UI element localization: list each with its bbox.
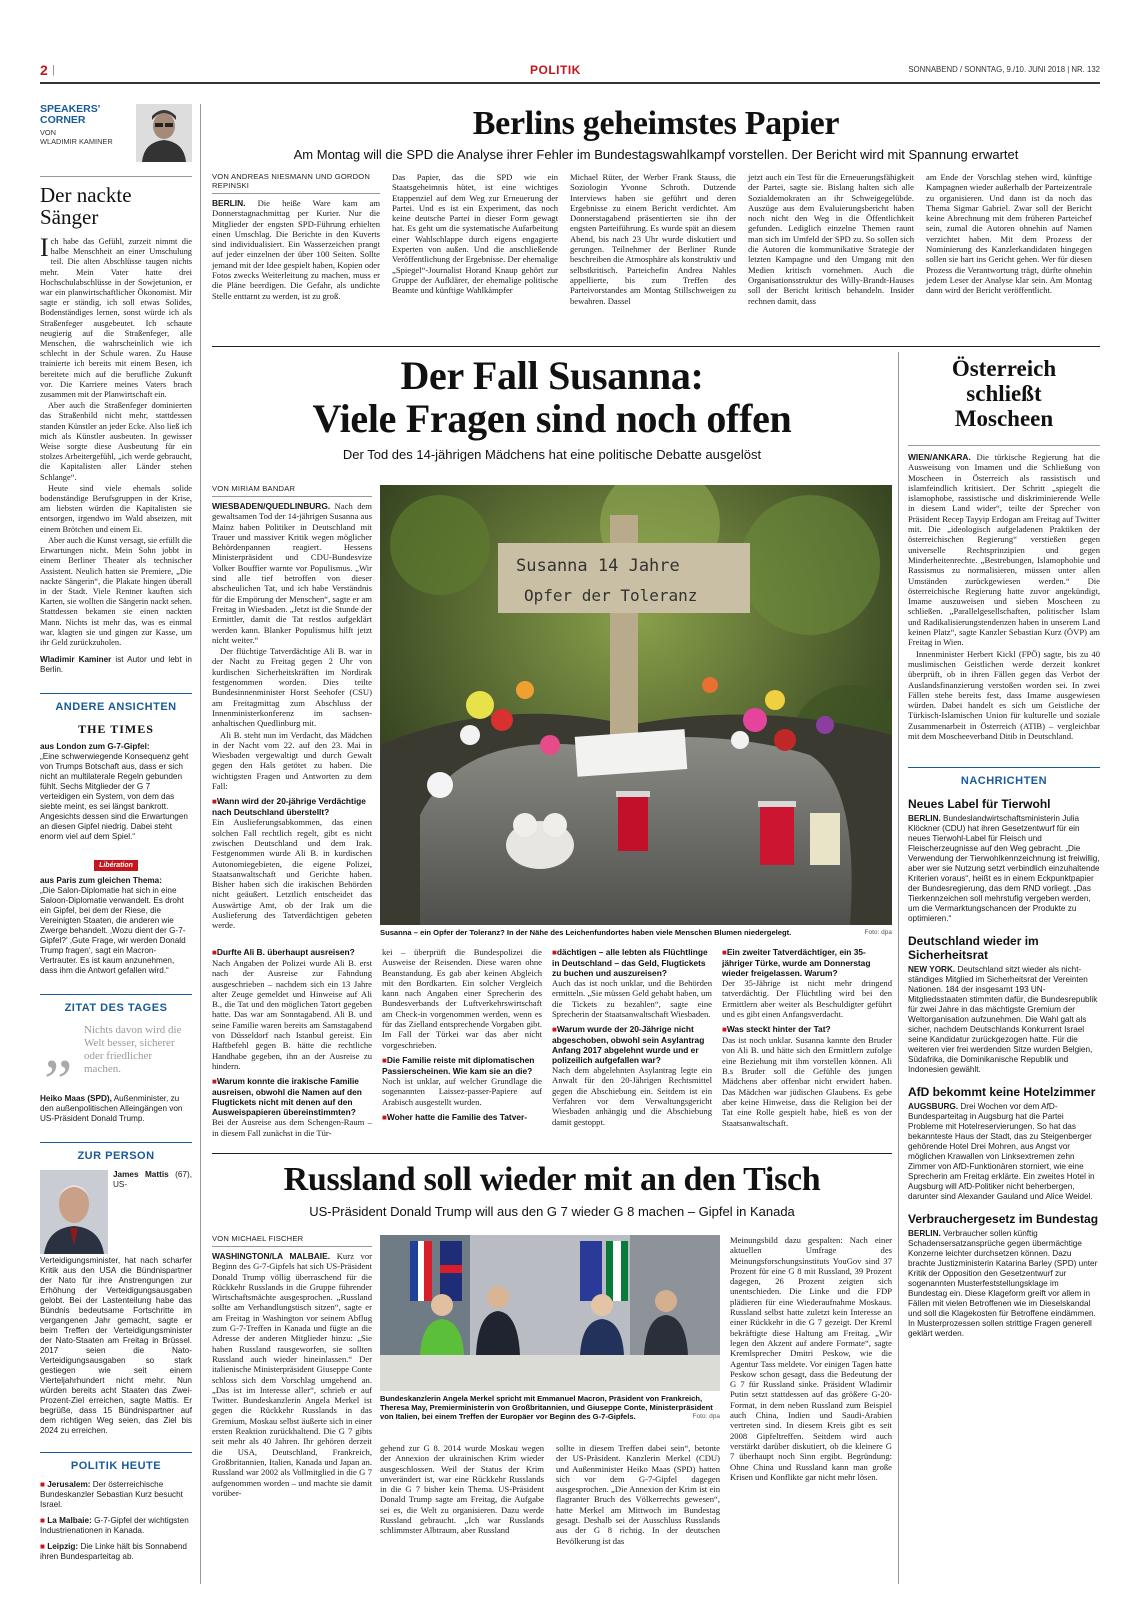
andere-ansichten: ANDERE ANSICHTEN THE TIMES aus London zum G-7-Gipfel: „Eine schwerwiegende Konsequenz geht von Trumps Botschaft aus, dass er sich nicht an multilaterale Regeln gebunden fühlt. Sechs Mitglieder der G 7 verteidigen ein System, von dem das siebte meint, es sei längst bankrott. Angesichts dessen sind die Erwartungen an diesen Gipfel niedrig. Dabei steht enorm viel auf dem Spiel.“ Libération aus Paris zum gleichen Thema: „Die Salon-Diplomatie hat sich in eine Saloon-Diplomatie verwandelt. Es droht ein Gipfel, bei dem der Riese, die Vereinigten Staaten, die anderen wie Zwerge behandelt. ‚Wozu dient der G-7-Gipfel?‘ ‚Gute Frage, wir werden Donald Trump fragen‘, sagt ein Macron-Vertrauter. Es ist kaum anzunehmen, dass ihm die Antwort gefallen wird.“ [40,693,192,976]
photo-caption: Bundeskanzlerin Angela Merkel spricht mit Emmanuel Macron, Präsident von Frankreich, Theresa May, Premierministerin von Großbritannien, und Giuseppe Conte, Ministerpräsident von Italien, bei einem Treffen der Europäer vor Beginn des G-7-Gipfels. Foto: dpa [380,1394,720,1422]
politik-heute-list [40,1480,192,1562]
bio-name: Wladimir Kaminer [40,655,112,665]
speakers-corner-kicker: SPEAKERS' CORNER [40,103,101,126]
text-col-2: Das Papier, das die SPD wie ein Staatsgeheimnis hütet, ist eine wichtiges Etappenziel auf dem Weg zur Erneuerung der Partei. Und es ist ein Experiment, das noch keine deutsche Partei in dieser Form gewagt hat. Es geht um die systematische Aufarbeitung einer Wahlschlappe durch eigens engagierte Experten von außen. Und die anschließende Veröffentlichung der Ergebnisse. Der ehemalige „Spiegel“-Journalist Horand Knaup gehört zur Gruppe der Aufklärer, der ehemalige politische Beamte und künftige Wahlkämpfer [392,172,558,296]
question-heading: ■ Durfte Ali B. überhaupt ausreisen? [212,947,372,958]
question-heading: ■ Die Familie reiste mit diplomatischen Passierscheinen. Wie kam sie an die? [382,1055,542,1076]
dateline: WIESBADEN/QUEDLINBURG. [212,501,331,511]
text-col-2: gehend zur G 8. 2014 wurde Moskau wegen der Annexion der ukrainischen Krim wieder ausgeschlossen. Weil der Status der Krim unverändert ist, war eine Rückkehr Russlands in die G 7 bisher kein Thema. US-Präsident Donald Trump sagte am Freitag, die Aufgabe sei es, die Welt zu organisieren. Dazu werde Russland gebraucht. „Ich war Russlands schlimmster Albtraum, aber Russland [380,1443,544,1536]
question-heading: ■ Ein zweiter Tatverdächtiger, ein 35-jähriger Türke, wurde am Donnerstag wieder freigelassen. Warum? [722,947,892,978]
headline: Russland soll wieder mit an den Tisch [283,1161,821,1198]
times-logo: THE TIMES [78,722,154,737]
zitat-des-tages: ZITAT DES TAGES „ Nichts davon wird die Welt besser, sicherer oder friedlicher machen. Heiko Maas (SPD), Außenminister, zu den außenpolitischen Alleingängen von US-Präsident Donald Trump. [40,994,192,1124]
text-col-3: Michael Rüter, der Werber Frank Stauss, die Soziologin Yvonne Schroth. Dutzende Interviews haben sie geführt und deren Ergebnisse zu einem Bericht verdichtet. Am Donnerstagabend präsentierten sie ihn der engsten Parteiführung. Es wurde spät an diesem Abend, bis nach 23 Uhr wurde diskutiert und gerungen. Teilnehmer der Berliner Runde beschreiben die Atmosphäre als konstruktiv und selbstkritisch. Parteichefin Andrea Nahles appellierte, bis zum Treffen des Parteivorstandes am Montag Stillschweigen zu bewahren. Dassel [570,172,736,306]
header-rule [40,82,1100,84]
mattis-portrait [40,1170,108,1254]
text-col-5: ■ Ein zweiter Tatverdächtiger, ein 35-jähriger Türke, wurde am Donnerstag wieder freigelassen. Warum? Der 35-Jährige ist nicht mehr dringend tatverdächtig. Der Flüchtling wird bei den Ermittlern aber weiter als Beschuldigter geführt und es gibt einen Anfangsverdacht. ■ Was steckt hinter der Tat? Das ist noch unklar. Susanna kannte den Bruder von Ali B. und hätte sich den Ermittlern zufolge eine Beziehung mit ihm vorstellen können. Ali B.s Bruder soll die Gefühle des jungen Mädchens aber offenbar nicht erwidert haben. Das Mädchen war jüdischen Glaubens. Es gebe aber keine Hinweise, dass die Religion bei der Tat eine Rolle gespielt habe, hieß es von der Staatsanwaltschaft. [722,947,892,1128]
article-russland [212,1160,892,1584]
article-separator [212,346,1100,347]
dateline: WASHINGTON/LA MALBAIE. [212,1251,331,1261]
news-item: Verbrauchergesetz im Bundestag BERLIN. Verbraucher sollen künftig Schadensersatzansprüche gegen übermächtige Konzerne leichter durchsetzen können. Dazu brachte Justizministerin Katarina Barley (SPD) unter Kritik der Opposition den Gesetzentwurf zur sogenannten Musterfeststellungsklage im Bundestag ein. Diese Klageform greift vor allem in Fällen mit vielen Betroffenen wie im Dieselskandal und soll die Klagekosten für Betroffene eindämmen. In Musterprozessen sollen strittige Fragen generell geklärt werden. [908,1212,1099,1339]
headline: Berlins geheimstes Papier [472,105,840,142]
person-name: James Mattis [113,1170,169,1180]
news-item: Neues Label für Tierwohl BERLIN. Bundeslandwirtschaftsministerin Julia Klöckner (CDU) hat ihren Gesetzentwurf für ein neues Tierwohl-Label für Fleisch und Fleischerzeugnisse auf den Weg gebracht. „Die Verwendung der Tierwohlkennzeichnung ist freiwillig, aber wer sie Nutzung setzt verbindlich einzuhaltende Kriterien voraus“, heißt es in einem Eckpunktpapier der Bundesregierung, das dem RND vorliegt. „Das Tierkennzeichen soll mehrstufig vergeben werden, um die Vermarktungschancen der Produkte zu optimieren.“ [908,797,1100,924]
g7-photo [380,1235,720,1391]
politik-heute [40,1452,192,1562]
sidebar-rule [40,176,192,177]
dateline: BERLIN. [212,198,246,208]
speakers-corner-von: VON [40,128,57,137]
question-heading: ■ Was steckt hinter der Tat? [722,1024,892,1035]
photo-caption: Susanna – ein Opfer der Toleranz? In der Nähe des Leichenfundortes haben viele Menschen Blumen niedergelegt. Foto: dpa [380,928,892,937]
liberation-logo: Libération [40,852,192,871]
subheadline: Der Tod des 14-jährigen Mädchens hat eine politische Debatte ausgelöst [342,447,762,462]
column-title: Der nackte Sänger [40,183,132,229]
photo-credit: Foto: dpa [864,929,892,936]
section-label: POLITIK [530,63,581,77]
headline: Der Fall Susanna: Viele Fragen sind noch offen [312,353,792,441]
text-col-1: VON MIRIAM BANDAR WIESBADEN/QUEDLINBURG. Nach dem gewaltsamen Tod der 14-jährigen Susanna aus Mainz haben Politiker in Deutschland mit Trauer und massiver Kritik wegen möglicher Behördenpannen reagiert. Hessens Ministerpräsident und CDU-Bundesvize Volker Bouffier warnte vor Populismus. „Wir sind alle tief betroffen von dieser abscheulichen Tat, und ich habe Verständnis für die Empörung der Menschen“, sagte er am Freitag in Wiesbaden. „Jetzt ist die Stunde der Ermittler, damit die Tat restlos aufgeklärt werden kann. Blanker Populismus hilft jetzt nicht weiter.“ Der flüchtige Tatverdächtige Ali B. war in der Nacht zu Freitag gegen 2 Uhr von kurdischen Sicherheitskräften im Nordirak festgenommen worden. Dies teilte Bundesinnenminister Horst Seehofer (CSU) am Freitagmittag zum Abschluss der Innenministerkonferenz im sachsen-anhaltischen Quedlinburg mit. Ali B. steht nun im Verdacht, das Mädchen in der Nacht vom 22. auf den 23. Mai in Wiesbaden vergewaltigt und durch Gewalt gegen den Hals getötet zu haben. Die wichtigsten Fragen und Antworten zu dem Fall: ■ Wann wird der 20-jährige Verdächtige nach Deutschland überstellt? Ein Auslieferungsabkommen, das einen solchen Fall rechtlich regelt, gibt es nicht zwischen Deutschland und dem Irak. Festgenommen wurde Ali B. in kurdischen Autonomiegebieten, die eigene Polizei, Staatsanwaltschaft und Gerichte haben. Bisher haben sich die irakischen Behörden nicht geäußert. Letztlich entscheidet das Auswärtige Amt, ob der Irak um die Auslieferung des Tatverdächtigen gebeten werde. [212,484,372,931]
list-item: ■ Jerusalem: Der österreichische Bundeskanzler Sebastian Kurz besucht Israel. [40,1480,183,1510]
oesterreich-text: WIEN/ANKARA. Die türkische Regierung hat die Ausweisung von Imamen und die Schließung von Moscheen in Österreich als rassistisch und islamfeindlich kritisiert. Der Schritt „spiegelt die islamophobe, rassistische und diskriminierende Welle in diesem Land wider“, teilte der Sprecher von Präsident Recep Tayyip Erdogan am Freitag auf Twitter mit. Die „ideologisch aufgeladenen Praktiken der österreichischen Regierung“ verstießen gegen universelle Rechtsprinzipien und gegen Minderheitenrechte. „Bestrebungen, Islamophobie und Rassismus zu normalisieren, müssen unter allen Umständen zurückgewiesen werden.“ Die österreichische Regierung hatte zuvor angekündigt, Imame auszuweisen und sieben Moscheen zu schließen. „Parallelgesellschaften, politischer Islam und Radikalisierungstendenzen haben in unserem Land keinen Platz“, sagte Kanzler Sebastian Kurz (ÖVP) am Freitag in Wien. Innenminister Herbert Kickl (FPÖ) sagte, bis zu 40 muslimischen Geistlichen werde derzeit konkret überprüft, ob in ihren Fällen gegen das Verbot der Auslandsfinanzierung verstoßen worden sei. In zwei Fällen stehe bereits fest, dass Imame ausgewiesen würden. Dabei handelt es sich um Geistliche der Türkisch-Islamischen Union für kulturelle und soziale Zusammenarbeit in Österreich (ATIB) – vergleichbar mit dem Moscheeverband Ditib in Deutschland. [908,452,1100,742]
author-portrait [136,104,192,162]
byline: VON MICHAEL FISCHER [212,1234,372,1247]
question-heading: ■ Woher hatte die Familie des Tatver- [382,1112,542,1123]
subheadline: Am Montag will die SPD die Analyse ihrer Fehler im Bundestagswahlkampf vorstellen. Der Bericht wird mit Spannung erwartet [293,147,1019,162]
nachrichten [908,767,1100,1339]
politik-heute-heading: POLITIK HEUTE [40,1452,192,1472]
question-heading: ■ Warum konnte die irakische Familie ausreisen, obwohl die Namen auf den Flugtickets nicht mit denen auf den Ausweispapieren übereinstimmten? [212,1076,372,1117]
text-col-4: Meinungsbild dazu gespalten: Nach einer aktuellen Umfrage des Meinungsforschungsinstituts YouGov sind 37 Prozent für eine G 8 mit Russland, 39 Prozent dagegen, 26 Prozent zeigten sich unentschieden. Die Linke und die FDP plädieren für eine Wiederaufnahme Moskaus. Russland selbst hatte zuletzt kein Interesse an einer Rückkehr in die G 7 gezeigt. Der Kreml bekräftigte diese Haltung am Freitag. „Wir legen den Akzent auf andere Formate“, sagte Kremlsprecher Dmitri Peskow, wie die Agentur Tass meldete. Vor einigen Tagen hatte Peskow schon gesagt, dass die Bedeutung der G 7 für Russland sinke. Präsident Wladimir Putin setzt stattdessen auf das größere G-20-Format, in dem neben Russland zum Beispiel auch China, Indien und Saudi-Arabien vertreten sind. In diesem Kreis gibt es seit 2008 Gipfeltreffen. Seitdem wird auch verstärkt darüber diskutiert, ob die kleinere G 7 überhaupt noch Sinn ergibt. Begründung: Ohne China und Russland kann man große Krisen und Konflikte gar nicht mehr lösen. [730,1235,892,1482]
article-spd: Berlins geheimstes Papier Am Montag will die SPD die Analyse ihrer Fehler im Bundestagswahlkampf vorstellen. Der Bericht wird mit Spannung erwartet VON ANDREAS NIESMANN UND GORDON REPINSKI BERLIN. Die heiße Ware kam am Donnerstagnachmittag per Kurier. Nur die Mitglieder der engsten SPD-Führung erhielten einen Umschlag. Die Berichte in den Kuverts sind individualisiert. Ein Wasserzeichen prangt auf jeder einzelnen der über 100 Seiten. Sollte jemand mit der Idee gespielt haben, Kopien oder Fotos zwecks Weiterleitung zu machen, muss er die Pläne beerdigen. Die Gefahr, als undichte Stelle enttarnt zu werden, ist zu groß. Das Papier, das die SPD wie ein Staatsgeheimnis hütet, ist eine wichtiges Etappenziel auf dem Weg zur Erneuerung der Partei. Und es ist ein Experiment, das noch keine deutsche Partei in dieser Form gewagt hat. Es geht um die systematische Aufarbeitung einer Wahlschlappe durch eigens engagierte Experten von außen. Und die anschließende Veröffentlichung der Ergebnisse. Der ehemalige „Spiegel“-Journalist Horand Knaup gehört zur Gruppe der Aufklärer, der ehemalige politische Beamte und künftige Wahlkämpfer Michael Rüter, der Werber Frank Stauss, die Soziologin Yvonne Schroth. Dutzende Interviews haben sie geführt und deren Ergebnisse zu einem Bericht verdichtet. Am Donnerstagabend präsentierten sie ihn der engsten Parteiführung. Es wurde spät an diesem Abend, bis nach 23 Uhr wurde diskutiert und gerungen. Teilnehmer der Berliner Runde beschreiben die Atmosphäre als konstruktiv und selbstkritisch. Parteichefin Andrea Nahles appellierte, bis zum Treffen des Parteivorstandes am Montag Stillschweigen zu bewahren. Dassel jetzt auch ein Test für die Erneuerungsfähigkeit der Partei, sagte sie. Bislang halten sich alle Sozialdemokraten an ihr Schweigegelübde. Auszüge aus dem Evaluierungsbericht haben noch nicht den Weg in die Öffentlichkeit gefunden. Lediglich einzelne Themen raunt man sich im Umfeld der SPD zu. So sollen sich die Autoren die kommunikative Strategie der letzten Kampagne und den Umgang mit den Medien kritisch vornehmen. Auch die Organisationsstruktur des Willy-Brandt-Hauses soll der Bericht kritisch behandeln. Insider rechnen damit, dass am Ende der Vorschlag stehen wird, künftige Kampagnen wieder außerhalb der Parteizentrale zu organisieren. Und dann ist da noch das Thema Sigmar Gabriel. Zwar soll der Bericht keine Abrechnung mit dem früheren Parteichef sein, zumal die Autoren ohnehin auf Namen verzichtet haben. Mit dem Prozess der Nominierung des Kanzlerkandidaten hingegen sollen sie hart ins Gericht gehen. Wer für diesen Prozess die Verantwortung trägt, dürfte ohnehin jedem Leser der Analyse klar sein. Am Montag dann wird der Bericht veröffentlicht. [212,104,1100,344]
memorial-photo [380,485,892,925]
quote-mark-icon: „ [44,1010,73,1082]
text-col-5: am Ende der Vorschlag stehen wird, künftige Kampagnen wieder außerhalb der Parteizentrale zu organisieren. Und dann ist da noch das Thema Sigmar Gabriel. Zwar soll der Bericht keine Abrechnung mit dem früheren Parteichef sein, zumal die Autoren ohnehin auf Namen verzichtet haben. Mit dem Prozess der Nominierung des Kanzlerkandidaten hingegen sollen sie hart ins Gericht gehen. Wer für diesen Prozess die Verantwortung trägt, dürfte ohnehin jedem Leser der Analyse klar sein. Am Montag dann wird der Bericht veröffentlicht. [926,172,1092,296]
byline: VON ANDREAS NIESMANN UND GORDON REPINSKI [212,172,380,194]
zitat-quote: Nichts davon wird die Welt besser, sicherer oder friedlicher machen. [84,1024,182,1076]
text-col-4: jetzt auch ein Test für die Erneuerungsfähigkeit der Partei, sagte sie. Bislang halten sich alle Sozialdemokraten an ihr Schweigegelübde. Auszüge aus dem Evaluierungsbericht haben noch nicht den Weg in die Öffentlichkeit gefunden. Lediglich einzelne Themen raunt man sich im Umfeld der SPD zu. So sollen sich die Autoren die kommunikative Strategie der letzten Kampagne und den Umgang mit den Medien kritisch vornehmen. Auch die Organisationsstruktur des Willy-Brandt-Hauses soll der Bericht kritisch behandeln. Insider rechnen damit, dass [748,172,914,306]
oesterreich-headline: Österreich schließt Moscheen [951,356,1057,431]
article-separator [212,1153,892,1154]
person-text: (67), US-Verteidigungsminister, hat nach scharfer Kritik aus den USA die Bündnispartner der Nato für ihre Anstrengungen zur Erhöhung der Verteidigungsausgaben gelobt. Bei der Lastenteilung habe das Bündnis bedeutsame Fortschritte im vergangenen Jahr gemacht, sagte er beim Treffen der Verteidigungsminister der Nato-Staaten am Freitag in Brüssel. 2017 seien die Nato-Verteidigungsausgaben so stark gestiegen wie seit einem Vierteljahrhundert nicht mehr. Nun würden bereits acht Staaten das Zwei-Prozent-Ziel erreichen, sagte Mattis. Er begrüße, dass 15 Bündnispartner auf dem richtigen Weg seien, das Ziel bis 2024 zu erreichen. [40,1170,192,1436]
subheadline: US-Präsident Donald Trump will aus den G 7 wieder G 8 machen – Gipfel in Kanada [309,1204,795,1219]
question-heading: ■ Warum wurde der 20-Jährige nicht abgeschoben, obwohl sein Asylantrag Anfang 2017 abgelehnt wurde und er polizeilich aufgefallen war? [552,1024,712,1065]
dropcap: I [40,233,49,262]
text-col-3: sollte in diesem Treffen dabei sein“, betonte der US-Präsident. Kanzlerin Merkel (CDU) und Außenminister Heiko Maas (SPD) hatten sich vor dem G-7-Gipfel dagegen ausgesprochen. „Die Annexion der Krim ist ein flagranter Bruch des Völkerrechts gewesen“, hatte Merkel am Mittwoch im Bundestag gesagt. Deshalb sei der Ausschluss Russlands aus der G 8 richtig. In der deutschen Bevölkerung ist das [556,1443,720,1546]
question-heading: ■ Wann wird der 20-jährige Verdächtige nach Deutschland überstellt? [212,796,372,817]
text-col-1: VON MICHAEL FISCHER WASHINGTON/LA MALBAIE. Kurz vor Beginn des G-7-Gipfels hat sich US-Präsident Donald Trump völlig überraschend für die Rückkehr Russlands in die Gruppe führender Wirtschaftsmächte ausgesprochen. „Russland sollte am Verhandlungstisch sitzen“, sagte er am Freitag in Washington vor seinem Abflug zum G-7-Treffen in Kanada und fügte an die Adresse der anderen Mitglieder hinzu: „Sie haben Russland rausgeworfen, sie sollten Russland auch wieder hineinlassen.“ Der italienische Ministerpräsident Giuseppe Conte schloss sich dem Vorschlag umgehend an. „Das ist im Interesse aller“, schrieb er auf Twitter. Bundeskanzlerin Angela Merkel ist gegen die Rückkehr Russlands in das Gremium, Moskau selbst äußerte sich in einer ersten Reaktion zurückhaltend. Die G 7 gibts seit mehr als 40 Jahren. Ihr gehören derzeit die USA, Deutschland, Frankreich, Großbritannien, Italien, Kanada und Japan an. Russland war 2002 als Vollmitglied in die G 7 aufgenommen worden – und machte sie damit vorüber- [212,1234,372,1498]
dateline: WIEN/ANKARA. [908,452,971,462]
page-header [40,62,1100,80]
left-sidebar [40,104,192,1584]
text-col-3: kei – überprüft die Bundespolizei die Ausweise der Reisenden. Diese waren ohne Beanstandung. Es gab aber keinen Abgleich mit den Bordkarten. Ein solcher Vergleich kann nach Angaben einer Sprecherin des Bundesverbands der Luftverkehrswirtschaft am Check-in vorgenommen werden, wenn es für das Zielland entsprechende Vorgaben gibt. Im Fall der Türkei war das aber nicht vorgeschrieben. ■ Die Familie reiste mit diplomatischen Passierscheinen. Wie kam sie an die? Noch ist unklar, auf welcher Grundlage die sogenannten Laissez-passer-Papiere auf Arabisch ausgestellt wurden. ■ Woher hatte die Familie des Tatver- [382,947,542,1123]
column-text: Ich habe das Gefühl, zurzeit nimmt die halbe Menschheit an einer Umschulung teil. Die alten Abschlüsse taugen nichts mehr. Mein Vater hatte drei Hochschulabschlüsse in der Sowjetunion, er war ein planwirtschaftlicher Ökonomist. Mir sagte er ständig, ich soll etwas Solides, Bodenständiges lernen, sonst würde ich als Straßenfeger ausgebeutet. Ich schaute neugierig auf die Straßenfeger, alle Menschen, die wahrscheinlich wie ich schlecht in der Schule waren. Zu Hause trainierte ich bereits mit einem Besen, ich bereitete mich auf die berufliche Zukunft vor. Die Karriere meines Vaters brach zusammen mit der Planwirtschaft ein. Aber auch die Straßenfeger dominierten das Straßenbild nicht mehr, stattdessen standen Künstler an jeder Ecke. Also ließ ich mich als Künstler ausbeuten. In gewisser Weise sorgte diese Ausbeutung für ein stolzes Arbeitergefühl, „ich werde gebraucht, die Kapitalisten aller Länder stehen Schlange“. Heute sind viele ehemals solide bodenständige Berufsgruppen in der Krise, am liebsten würden die Kapitalisten sie entsorgen, irgendwo im Wald absetzen, mit einem Brötchen und einem Ei. Aber auch die Kunst versagt, sie erfüllt die Erwartungen nicht. Mein Sohn jobbt in einem Berliner Theater als technischer Assistent. Neulich hatten sie Premiere, „Die nackte Sängerin“, die Plakate hingen überall in der Stadt. Viele Rentner kauften sich Karten, sie wollten die Sängerin nackt sehen. Stattdessen bekamen sie einen nackten Mann. Nichts ist mehr das, was es einmal war, klagten sie und gingen zur Kasse, um ihr Geld zurückzuholen. Wladimir Kaminer ist Autor und lebt in Berlin. [40,233,192,675]
news-item: Deutschland wieder im Sicherheitsrat NEW YORK. Deutschland sitzt wieder als nicht-ständiges Mitglied im Sicherheitsrat der Vereinten Nationen. 184 der insgesamt 193 UN-Mitgliedsstaaten stimmten dafür, die Bundesrepublik für zwei Jahre in das mächtigste Gremium der Weltorganisation aufzunehmen. Die Wahl galt als sicher, nachdem Deutschlands Konkurrent Israel seine Kandidatur zurückgezogen hatte. Für die weiteren vier frei werdenden Sitze wurden Belgien, Südafrika, die Dominikanische Republik und Indonesien gewählt. [908,934,1098,1075]
right-column [908,352,1100,1584]
zitat-author: Heiko Maas (SPD), [40,1094,112,1104]
zitat-heading: ZITAT DES TAGES [40,994,192,1014]
byline: VON MIRIAM BANDAR [212,484,372,497]
speakers-corner-author: WLADIMIR KAMINER [40,137,113,146]
right-column-divider [898,352,899,1584]
issue-date: SONNABEND / SONNTAG, 9./10. JUNI 2018 | NR. 132 [908,65,1100,74]
cross-text: Susanna 14 Jahre [516,556,680,576]
liberation-quote: „Die Salon-Diplomatie hat sich in eine Saloon-Diplomatie verwandelt. Es droht ein Gipfel, bei dem der Riese, die Vereinigten Staaten, die anderen wie Zwerge behandelt. ‚Wozu dient der G-7-Gipfel?‘ ‚Gute Frage, wir werden Donald Trump fragen‘, sagt ein Macron-Vertrauter. Es ist kaum anzunehmen, dass ihm die Antwort gefallen wird.“ [40,886,186,976]
text-col-2: ■ Durfte Ali B. überhaupt ausreisen? Nach Angaben der Polizei wurde Ali B. erst nach der Ausreise zur Fahndung ausgeschrieben – nachdem sich ein 13 Jahre alter Zeuge gemeldet und Hinweise auf Ali B., die Tat und den möglichen Tatort gegeben hatte. Das war am Sonntagabend. Ali B. und seine Familie waren bereits am Samstagabend von Düsseldorf nach Istanbul gereist. Ein Haftbefehl gegen B. hätte die rechtliche Handhabe gegeben, ihn an der Ausreise zu hindern. ■ Warum konnte die irakische Familie ausreisen, obwohl die Namen auf den Flugtickets nicht mit denen auf den Ausweispapieren übereinstimmten? Bei der Ausreise aus dem Schengen-Raum – in diesem Fall zunächst in die Tür- [212,947,372,1138]
sidebar-divider [200,104,201,1584]
zur-person-heading: ZUR PERSON [40,1142,192,1162]
list-item: ■ La Malbaie: G-7-Gipfel der wichtigsten Industrienationen in Kanada. [40,1516,189,1536]
andere-ansichten-heading: ANDERE ANSICHTEN [40,693,192,713]
article-susanna [212,352,892,1150]
page-number: 2 [40,62,48,78]
nachrichten-heading: NACHRICHTEN [908,767,1100,787]
zur-person [40,1142,192,1436]
list-item: ■ Leipzig: Die Linke hält bis Sonnabend ihren Bundesparteitag ab. [40,1542,187,1562]
page-number-separator: | [52,64,55,76]
svg-text:Opfer der Toleranz: Opfer der Toleranz [524,586,698,605]
text-col-4: ■ dächtigen – alle lebten als Flüchtlinge in Deutschland – das Geld, Flugtickets zu buchen und auszureisen? Auch das ist noch unklar, und die Behörden ermitteln. „Sie müssen Geld gehabt haben, um die Tickets zu bezahlen“, sagte eine Sprecherin der Staatsanwaltschaft Wiesbaden. ■ Warum wurde der 20-Jährige nicht abgeschoben, obwohl sein Asylantrag Anfang 2017 abgelehnt wurde und er polizeilich aufgefallen war? Nach dem abgelehnten Asylantrag legte ein Anwalt für den 20-Jährigen Rechtsmittel gegen die Abschiebung ein. Seitdem ist ein Verfahren vor dem Verwaltungsgericht Wiesbaden anhängig und die Abschiebung damit gestoppt. [552,947,712,1127]
photo-credit: Foto: dpa [692,1413,720,1421]
times-quote: „Eine schwerwiegende Konsequenz geht von Trumps Botschaft aus, dass er sich nicht an multilaterale Regeln gebunden fühlt. Sechs Mitglieder der G 7 verteidigen ein System, von dem das siebte meint, es sei längst bankrott. Angesichts dessen sind die Erwartungen an diesen Gipfel niedrig. Dabei steht enorm viel auf dem Spiel.“ [40,752,189,842]
news-item: AfD bekommt keine Hotelzimmer AUGSBURG. Drei Wochen vor dem AfD-Bundesparteitag in Augsburg hat die Partei Probleme mit Hotelreservierungen. So hat das bekannteste Haus der Stadt, das zu Steigenberger gehörende Hotel Drei Mohren, aus Angst vor möglichen Krawallen von Linksextremen zehn Zimmer von AfD-Funktionären storniert, wie eine Sprecherin am Freitag erklärte. Ein zweites Hotel in Augsburg will AfD-Politiker nicht beherbergen, darunter sind Alexander Gauland und Alice Weidel. [908,1085,1096,1202]
speakers-corner-box [40,104,192,164]
